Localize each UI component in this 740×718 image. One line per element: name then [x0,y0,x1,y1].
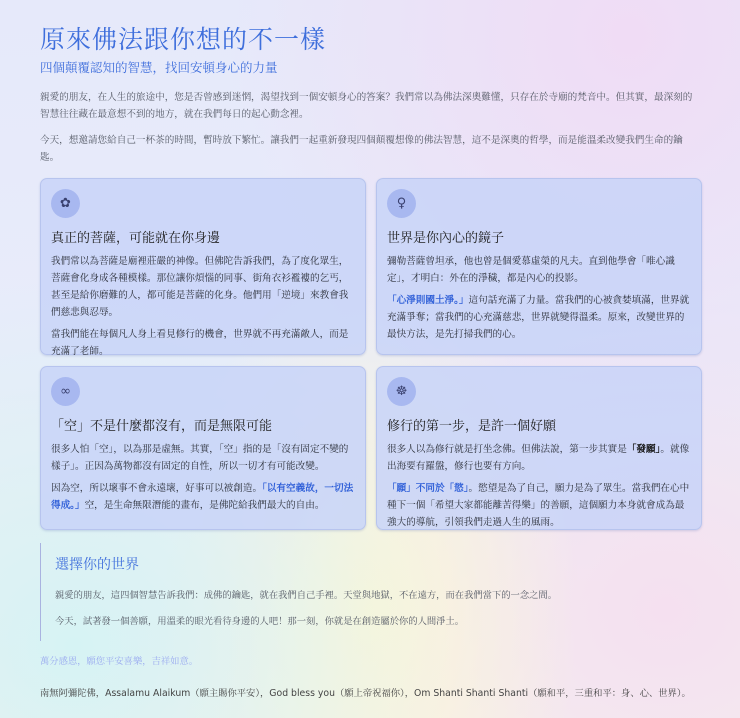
wisdom-card-mirror [376,178,702,355]
wisdom-cards [40,178,700,530]
intro-paragraph: 今天，想邀請您給自己一杯茶的時間，暫時放下繁忙。讓我們一起重新發現四個顛覆想像的佛法智慧，這不是深奧的哲學，而是能溫柔改變我們生命的鑰匙。 [40,135,683,163]
bold-term: 「發願」 [626,444,661,455]
page-subtitle: 四個顛覆認知的智慧，找回安頓身心的力量 [40,60,278,75]
card-title: 修行的第一步，是許一個好願 [387,419,557,434]
infinity-icon: ∞ [51,377,80,406]
wisdom-card-bodhisattva [40,178,366,355]
card-text [51,480,355,514]
card-text [51,326,355,360]
highlight-quote: 「以有空義故，一切法得成。」 [51,483,354,511]
text: 當我們能在每個凡人身上看見修行的機會，世界就不再充滿敵人，而是充滿了老師。 [51,329,349,357]
text: 彌勒菩薩曾坦承，他也曾是個愛慕虛榮的凡夫。直到他學會「唯心識定」，才明白：外在的淨穢，都是內心的投影。 [387,256,675,284]
text: 這句話充滿了力量。當我們的心被貪婪填滿，世界就充滿爭奪；當我們的心充滿慈悲，世界就變得溫柔。原來，改變世界的最快方法，是先打掃我們的心。 [387,295,690,340]
text: 。慾望是為了自己，願力是為了眾生。當我們在心中種下一個「希望大家都能離苦得樂」的善願，這個願力本身就會成為最強大的導航，引領我們走過人生的風雨。 [387,483,690,528]
card-title: 真正的菩薩，可能就在你身邊 [51,231,221,246]
text: 因為空，所以壞事不會永遠壞，好事可以被創造。 [51,483,263,494]
closing-paragraph: 親愛的朋友，這四個智慧告訴我們：成佛的鑰匙，就在我們自己手裡。天堂與地獄，不在遠方，而在我們當下的一念之間。 [55,590,558,601]
card-text [51,441,355,475]
intro-paragraph: 親愛的朋友，在人生的旅途中，您是否曾感到迷惘，渴望找到一個安頓身心的答案？我們常以為佛法深奧難懂，只存在於寺廟的梵音中。但其實，最深刻的智慧往往藏在最意想不到的地方，就在我們每日的起心動念裡。 [40,92,693,120]
text: 我們常以為菩薩是廟裡莊嚴的神像。但佛陀告訴我們，為了度化眾生，菩薩會化身成各種模樣。那位讓你煩惱的同事、街角衣衫襤褸的乞丐，甚至是給你磨難的人，都可能是菩薩的化身。他們用「逆境」來教會我們慈悲與忍辱。 [51,256,349,318]
card-text [51,253,355,321]
flower-icon: ✿ [51,189,80,218]
page-title: 原來佛法跟你想的不一樣 [40,25,327,54]
mirror-icon: ♀ [387,189,416,218]
closing-paragraph: 今天，試著發一個善願，用溫柔的眼光看待身邊的人吧！那一刻，你就是在創造屬於你的人間淨土。 [55,616,465,627]
meditation-icon: ☸ [387,377,416,406]
thanks-line: 萬分感恩，願您平安喜樂，吉祥如意。 [40,656,199,667]
card-text [387,480,691,531]
wisdom-card-vow [376,366,702,530]
highlight-quote: 「願」不同於「慾」 [387,483,469,494]
highlight-quote: 「心淨則國土淨。」 [387,295,469,306]
card-title: 「空」不是什麼都沒有，而是無限可能 [51,419,273,434]
text: 很多人怕「空」，以為那是虛無。其實，「空」指的是「沒有固定不變的樣子」。正因為萬物都沒有固定的自性，所以一切才有可能改變。 [51,444,349,472]
card-text [387,253,691,287]
blessing-line: 南無阿彌陀佛，Assalamu Alaikum（願主賜你平安），God bless you（願上帝祝福你），Om Shanti Shanti Shanti（願和平，三重和平：身、心、世界）。 [40,688,691,699]
closing-title: 選擇你的世界 [55,557,139,573]
closing-section [40,543,700,641]
card-title: 世界是你內心的鏡子 [387,231,505,246]
text: 很多人以為修行就是打坐念佛。但佛法說，第一步其實是 [387,444,627,455]
text: 。就像出海要有羅盤，修行也要有方向。 [387,444,690,472]
card-text [387,441,691,475]
card-text [387,292,691,343]
text: 空，是生命無限潛能的畫布，是佛陀給我們最大的自由。 [84,500,325,511]
wisdom-card-emptiness [40,366,366,530]
article [40,24,700,699]
